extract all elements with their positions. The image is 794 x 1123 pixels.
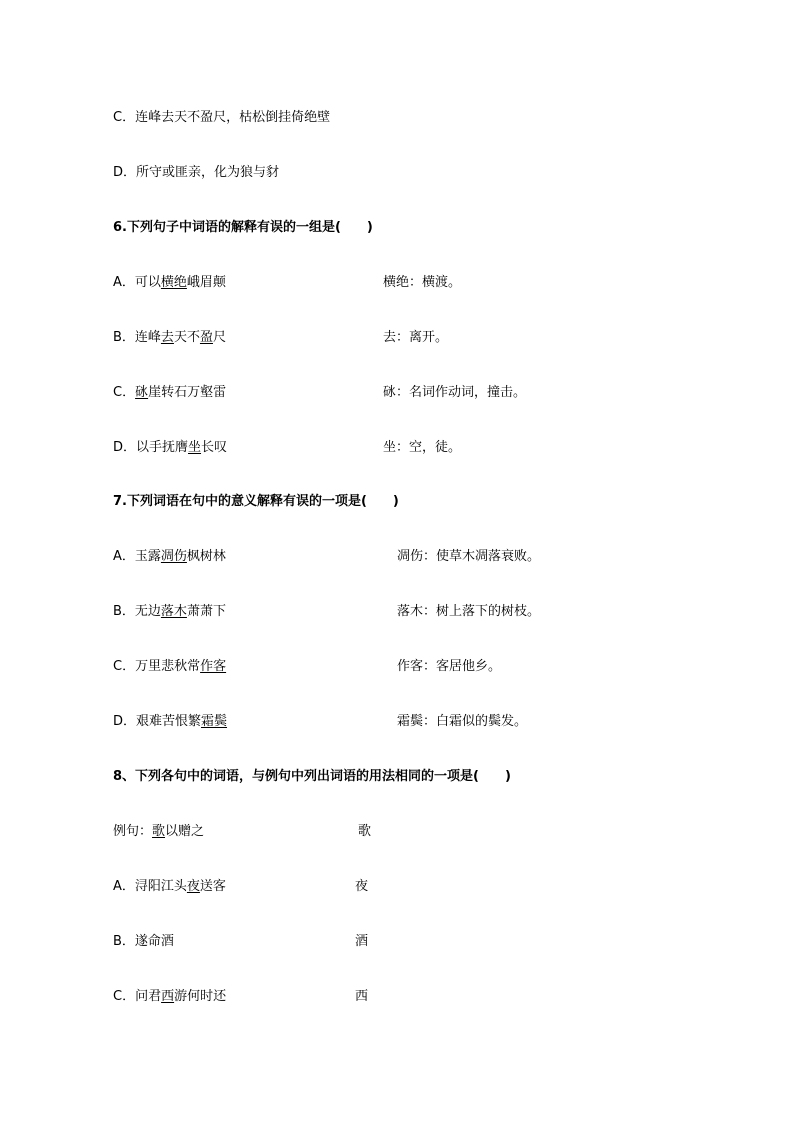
q6-b-pre: B．连峰 (113, 330, 161, 345)
q7-c-underlined: 作客 (200, 659, 227, 674)
q5-option-c-text: C．连峰去天不盈尺，枯松倒挂倚绝壁 (113, 110, 331, 125)
q8-stem: 8、下列各句中的词语，与例句中列出词语的用法相同的一项是( ) (113, 769, 511, 784)
q8-example-post: 以赠之 (165, 824, 205, 839)
q7-d-underlined: 霜鬓 (201, 714, 228, 729)
q6-a-underlined: 横绝 (160, 275, 187, 290)
q6-option-b (113, 330, 226, 346)
q8-a-pre: A．浔阳江头 (113, 879, 187, 894)
q7-b-pre: B．无边 (113, 604, 161, 619)
q8-example-pre: 例句： (113, 824, 153, 839)
q7-a-pre: A．玉露 (113, 549, 161, 564)
q7-stem: 7.下列词语在句中的意义解释有误的一项是( ) (113, 494, 399, 509)
q5-option-d (113, 165, 279, 181)
q8-example-underlined: 歌 (152, 824, 166, 839)
q7-a-post: 枫树林 (186, 549, 226, 564)
q7-c-note: 作客：客居他乡。 (397, 659, 502, 674)
q7-d-note: 霜鬓：白霜似的鬓发。 (397, 714, 528, 729)
q6-d-pre: D．以手抚膺 (113, 440, 189, 455)
q6-b-underlined-2: 盈 (199, 330, 213, 345)
q6-d-post: 长叹 (201, 440, 228, 455)
q6-b-underlined: 去 (160, 330, 174, 345)
q7-option-b (113, 604, 226, 620)
q7-a-note: 凋伤：使草木凋落衰败。 (397, 549, 541, 564)
q7-b-post: 萧萧下 (186, 604, 226, 619)
q8-c-note: 西 (355, 989, 369, 1004)
q7-d-pre: D．艰难苦恨繁 (113, 714, 202, 729)
q8-b-note: 酒 (355, 934, 369, 949)
q7-option-a (113, 549, 226, 565)
q5-option-c (113, 110, 330, 126)
q7-c-pre: C．万里悲秋常 (113, 659, 201, 674)
q8-a-post: 送客 (199, 879, 226, 894)
q6-a-post: 峨眉颠 (186, 275, 226, 290)
q7-b-underlined: 落木 (160, 604, 187, 619)
q8-option-c (113, 989, 226, 1005)
q6-option-a (113, 275, 226, 291)
q8-option-b (113, 934, 174, 950)
q6-option-d (113, 440, 227, 456)
q6-b-mid: 天不 (173, 330, 200, 345)
q7-a-underlined: 凋伤 (160, 549, 187, 564)
q8-b-pre: B．遂命酒 (113, 934, 174, 949)
q8-example (113, 824, 204, 840)
q8-option-a (113, 879, 226, 895)
q6-d-note: 坐：空，徒。 (383, 440, 462, 455)
q7-option-c (113, 659, 226, 675)
q6-d-underlined: 坐 (188, 440, 202, 455)
q6-a-pre: A．可以 (113, 275, 161, 290)
q7-option-d (113, 714, 227, 730)
q6-c-underlined: 砯 (135, 385, 149, 400)
q6-option-c (113, 385, 226, 401)
q7-b-note: 落木：树上落下的树枝。 (397, 604, 541, 619)
q8-a-underlined: 夜 (186, 879, 200, 894)
q6-b-note: 去：离开。 (383, 330, 449, 345)
q8-example-note: 歌 (358, 824, 372, 839)
q6-a-note: 横绝：横渡。 (383, 275, 462, 290)
q8-c-post: 游何时还 (174, 989, 227, 1004)
q6-c-note: 砯：名词作动词，撞击。 (383, 385, 527, 400)
q6-b-post: 尺 (212, 330, 226, 345)
q8-a-note: 夜 (355, 879, 369, 894)
q8-c-underlined: 西 (161, 989, 175, 1004)
q5-option-d-text: D．所守或匪亲，化为狼与豺 (113, 165, 280, 180)
q6-c-pre: C． (113, 385, 136, 400)
q6-stem: 6.下列句子中词语的解释有误的一组是( ) (113, 220, 373, 235)
q6-c-post: 崖转石万壑雷 (148, 385, 227, 400)
q8-c-pre: C．问君 (113, 989, 162, 1004)
